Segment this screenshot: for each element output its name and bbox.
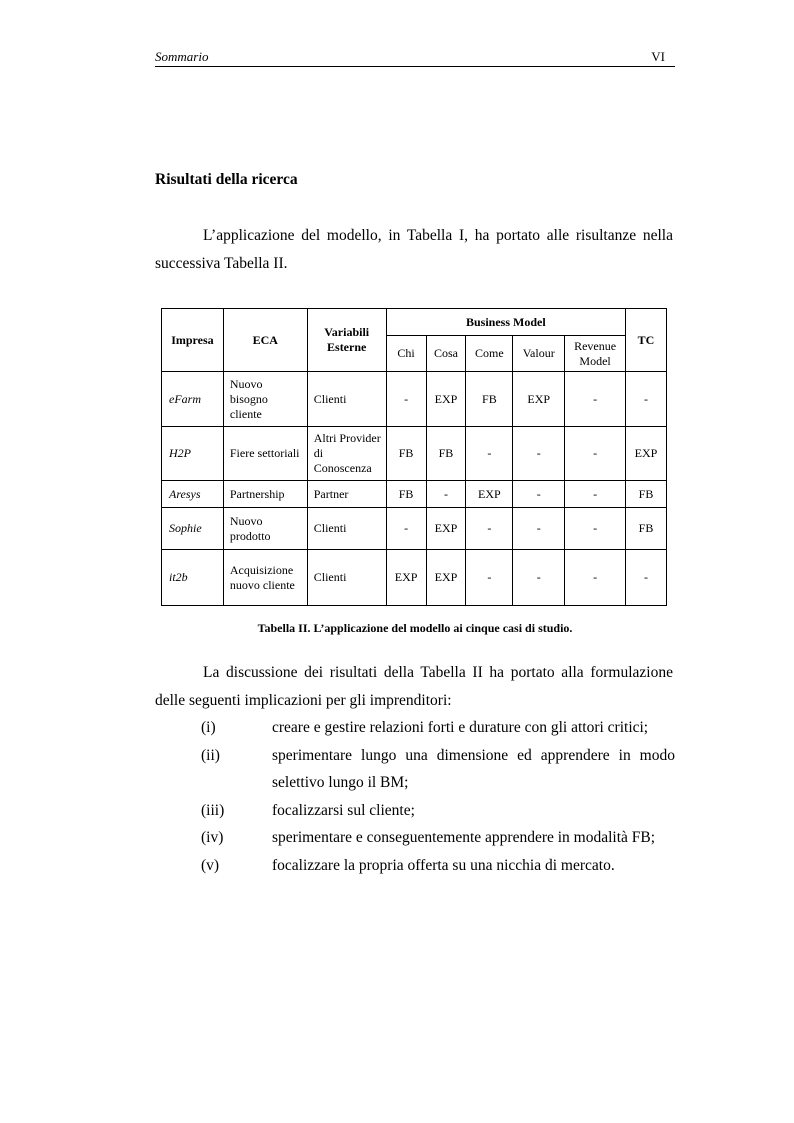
cell-cosa: -	[426, 481, 466, 508]
header-variabili: Variabili Esterne	[307, 309, 386, 372]
implications-list	[155, 714, 675, 879]
cell-impresa: Aresys	[162, 481, 224, 508]
intro-paragraph	[155, 222, 673, 278]
cell-cosa: FB	[426, 427, 466, 481]
cell-tc: EXP	[626, 427, 667, 481]
table-row	[162, 481, 667, 508]
list-item-number: (iv)	[201, 829, 224, 846]
page-header	[155, 48, 675, 67]
running-title: Sommario	[155, 49, 209, 64]
cell-come: EXP	[466, 481, 513, 508]
list-item	[155, 852, 675, 880]
list-item-number: (iii)	[201, 801, 225, 819]
cell-valour: EXP	[513, 372, 565, 427]
list-item-number: (ii)	[201, 746, 220, 764]
list-item-text: sperimentare lungo una dimensione ed apprendere in modo selettivo lungo il BM;	[272, 746, 675, 791]
cell-cosa: EXP	[426, 508, 466, 550]
list-item-text: focalizzarsi sul cliente;	[272, 801, 415, 819]
cell-tc: FB	[626, 508, 667, 550]
list-item	[155, 714, 675, 742]
cell-revenue: -	[565, 550, 626, 606]
header-eca: ECA	[223, 309, 307, 372]
cell-eca: Acquisizione nuovo cliente	[223, 550, 307, 606]
cell-come: -	[466, 550, 513, 606]
cell-impresa: it2b	[162, 550, 224, 606]
intro-text: L’applicazione del modello, in Tabella I, ha portato alle risultanze nella successiva Tabella II.	[155, 227, 673, 272]
cell-impresa: Sophie	[162, 508, 224, 550]
list-item-number: (i)	[201, 719, 216, 736]
cell-chi: FB	[386, 427, 426, 481]
list-item	[155, 797, 675, 825]
results-table	[161, 308, 667, 606]
cell-eca: Fiere settoriali	[223, 427, 307, 481]
cell-eca: Partnership	[223, 481, 307, 508]
header-revenue: Revenue Model	[565, 336, 626, 372]
cell-chi: FB	[386, 481, 426, 508]
cell-eca: Nuovo prodotto	[223, 508, 307, 550]
cell-variabili: Clienti	[307, 550, 386, 606]
cell-cosa: EXP	[426, 372, 466, 427]
header-business-model: Business Model	[386, 309, 625, 336]
cell-come: -	[466, 427, 513, 481]
cell-revenue: -	[565, 481, 626, 508]
header-come: Come	[466, 336, 513, 372]
cell-revenue: -	[565, 372, 626, 427]
header-valour: Valour	[513, 336, 565, 372]
cell-cosa: EXP	[426, 550, 466, 606]
cell-chi: -	[386, 508, 426, 550]
discussion-paragraph	[155, 659, 673, 715]
cell-valour: -	[513, 427, 565, 481]
cell-come: -	[466, 508, 513, 550]
header-tc: TC	[626, 309, 667, 372]
list-item	[155, 824, 675, 852]
page-number: VI	[651, 49, 665, 64]
cell-impresa: H2P	[162, 427, 224, 481]
table-row	[162, 427, 667, 481]
cell-tc: -	[626, 372, 667, 427]
cell-chi: EXP	[386, 550, 426, 606]
header-impresa: Impresa	[162, 309, 224, 372]
cell-variabili: Partner	[307, 481, 386, 508]
cell-tc: FB	[626, 481, 667, 508]
cell-variabili: Clienti	[307, 508, 386, 550]
cell-variabili: Altri Provider di Conoscenza	[307, 427, 386, 481]
section-title: Risultati della ricerca	[155, 171, 298, 188]
table-row	[162, 550, 667, 606]
list-item-text: focalizzare la propria offerta su una nicchia di mercato.	[272, 856, 615, 874]
cell-revenue: -	[565, 427, 626, 481]
table-row	[162, 372, 667, 427]
list-item-text: sperimentare e conseguentemente apprendere in modalità FB;	[272, 829, 656, 846]
header-cosa: Cosa	[426, 336, 466, 372]
cell-come: FB	[466, 372, 513, 427]
list-item-text: creare e gestire relazioni forti e durature con gli attori critici;	[272, 719, 649, 736]
cell-valour: -	[513, 508, 565, 550]
list-item	[155, 742, 675, 797]
table-caption: Tabella II. L’applicazione del modello ai cinque casi di studio.	[257, 621, 573, 635]
list-item-number: (v)	[201, 856, 220, 874]
cell-variabili: Clienti	[307, 372, 386, 427]
cell-tc: -	[626, 550, 667, 606]
table-row	[162, 508, 667, 550]
cell-revenue: -	[565, 508, 626, 550]
cell-eca: Nuovo bisogno cliente	[223, 372, 307, 427]
cell-valour: -	[513, 550, 565, 606]
discussion-text: La discussione dei risultati della Tabella II ha portato alla formulazione delle seguenti implicazioni per gli imprenditori:	[155, 664, 673, 709]
cell-chi: -	[386, 372, 426, 427]
cell-impresa: eFarm	[162, 372, 224, 427]
cell-valour: -	[513, 481, 565, 508]
header-chi: Chi	[386, 336, 426, 372]
